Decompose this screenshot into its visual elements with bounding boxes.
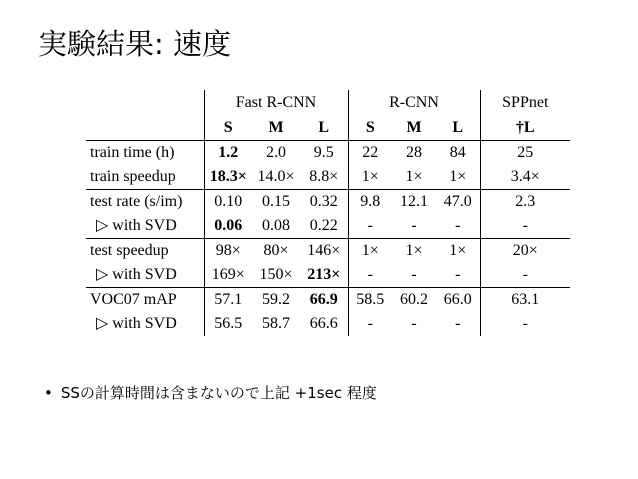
table-row	[86, 190, 570, 215]
row-label: ▷ with SVD	[96, 315, 177, 332]
table-cell: 213×	[307, 266, 341, 283]
table-cell: 0.32	[300, 190, 348, 215]
table-cell: 66.6	[309, 315, 338, 332]
bullet-note	[44, 382, 377, 403]
table-cell: 0.15	[252, 190, 300, 215]
table-cell: 1×	[392, 239, 436, 264]
size-header-6: L	[452, 119, 464, 136]
table-cell: 14.0×	[257, 168, 295, 185]
row-label: test speedup	[86, 239, 204, 264]
table-row	[86, 214, 570, 239]
table-cell: 1×	[348, 165, 392, 190]
table-cell: -	[411, 266, 417, 283]
table-cell: 1.2	[204, 141, 252, 166]
table-cell: 66.0	[436, 288, 480, 313]
table-cell: 60.2	[392, 288, 436, 313]
table-cell: 18.3×	[204, 165, 252, 190]
table-cell: 146×	[300, 239, 348, 264]
table-cell: 58.7	[262, 315, 290, 332]
slide-title: 実験結果: 速度	[38, 27, 231, 61]
bullet-dot: •	[44, 384, 53, 402]
table-cell: -	[411, 315, 417, 332]
table-cell: 150×	[259, 266, 293, 283]
corner-cell-2	[86, 116, 204, 141]
table-row	[86, 288, 570, 313]
table-cell: 12.1	[392, 190, 436, 215]
table-row	[86, 312, 570, 336]
table-cell: 56.5	[204, 312, 252, 336]
table-cell: 8.8×	[309, 168, 339, 185]
table-cell: 63.1	[480, 288, 570, 313]
table-cell: -	[348, 263, 392, 288]
table-cell: 84	[436, 141, 480, 166]
table-cell: 0.22	[309, 217, 338, 234]
table-cell: 2.3	[480, 190, 570, 215]
table-row	[86, 141, 570, 166]
table-cell: 9.5	[300, 141, 348, 166]
row-label: test rate (s/im)	[86, 190, 204, 215]
table-cell: 98×	[204, 239, 252, 264]
table-cell: 0.06	[204, 214, 252, 239]
size-header-5: M	[406, 119, 422, 136]
table-cell: -	[455, 217, 461, 234]
row-label: VOC07 mAP	[86, 288, 204, 313]
table-cell: -	[480, 263, 570, 288]
table-cell: -	[480, 214, 570, 239]
table-cell: -	[348, 214, 392, 239]
table-cell: 25	[480, 141, 570, 166]
table-cell: 59.2	[252, 288, 300, 313]
group-header-3: SPPnet	[480, 90, 570, 116]
table-cell: 1×	[449, 168, 467, 185]
table-row	[86, 165, 570, 190]
table-cell: -	[455, 315, 461, 332]
table-cell: 1×	[436, 239, 480, 264]
table-cell: 9.8	[348, 190, 392, 215]
table-cell: 80×	[252, 239, 300, 264]
row-label: train time (h)	[86, 141, 204, 166]
table-cell: -	[411, 217, 417, 234]
table-cell: 20×	[480, 239, 570, 264]
table-cell: 66.9	[300, 288, 348, 313]
table-cell: 1×	[348, 239, 392, 264]
size-header-4: S	[348, 116, 392, 141]
table-cell: -	[348, 312, 392, 336]
size-header-1: S	[204, 116, 252, 141]
table-cell: 1×	[405, 168, 423, 185]
table-cell: 3.4×	[480, 165, 570, 190]
row-label: ▷ with SVD	[96, 217, 177, 234]
results-table-wrap	[86, 90, 570, 336]
results-table	[86, 90, 570, 336]
size-header-3: L	[318, 119, 330, 136]
table-cell: 0.10	[204, 190, 252, 215]
group-header-2: R-CNN	[348, 90, 480, 116]
table-cell: 0.08	[262, 217, 290, 234]
table-cell: -	[455, 266, 461, 283]
table-cell: 58.5	[348, 288, 392, 313]
group-header-row	[86, 90, 570, 116]
size-header-7: †L	[480, 116, 570, 141]
row-label: train speedup	[90, 168, 176, 185]
table-row	[86, 263, 570, 288]
bullet-text: SSの計算時間は含まないので上記 +1sec 程度	[60, 384, 377, 402]
table-cell: 2.0	[252, 141, 300, 166]
group-header-1: Fast R-CNN	[204, 90, 348, 116]
corner-cell	[86, 90, 204, 116]
size-header-2: M	[268, 119, 284, 136]
table-cell: -	[480, 312, 570, 336]
table-row	[86, 239, 570, 264]
table-cell: 28	[392, 141, 436, 166]
table-cell: 47.0	[436, 190, 480, 215]
row-label: ▷ with SVD	[96, 266, 177, 283]
table-cell: 57.1	[204, 288, 252, 313]
size-header-row	[86, 116, 570, 141]
table-cell: 169×	[204, 263, 252, 288]
table-cell: 22	[348, 141, 392, 166]
